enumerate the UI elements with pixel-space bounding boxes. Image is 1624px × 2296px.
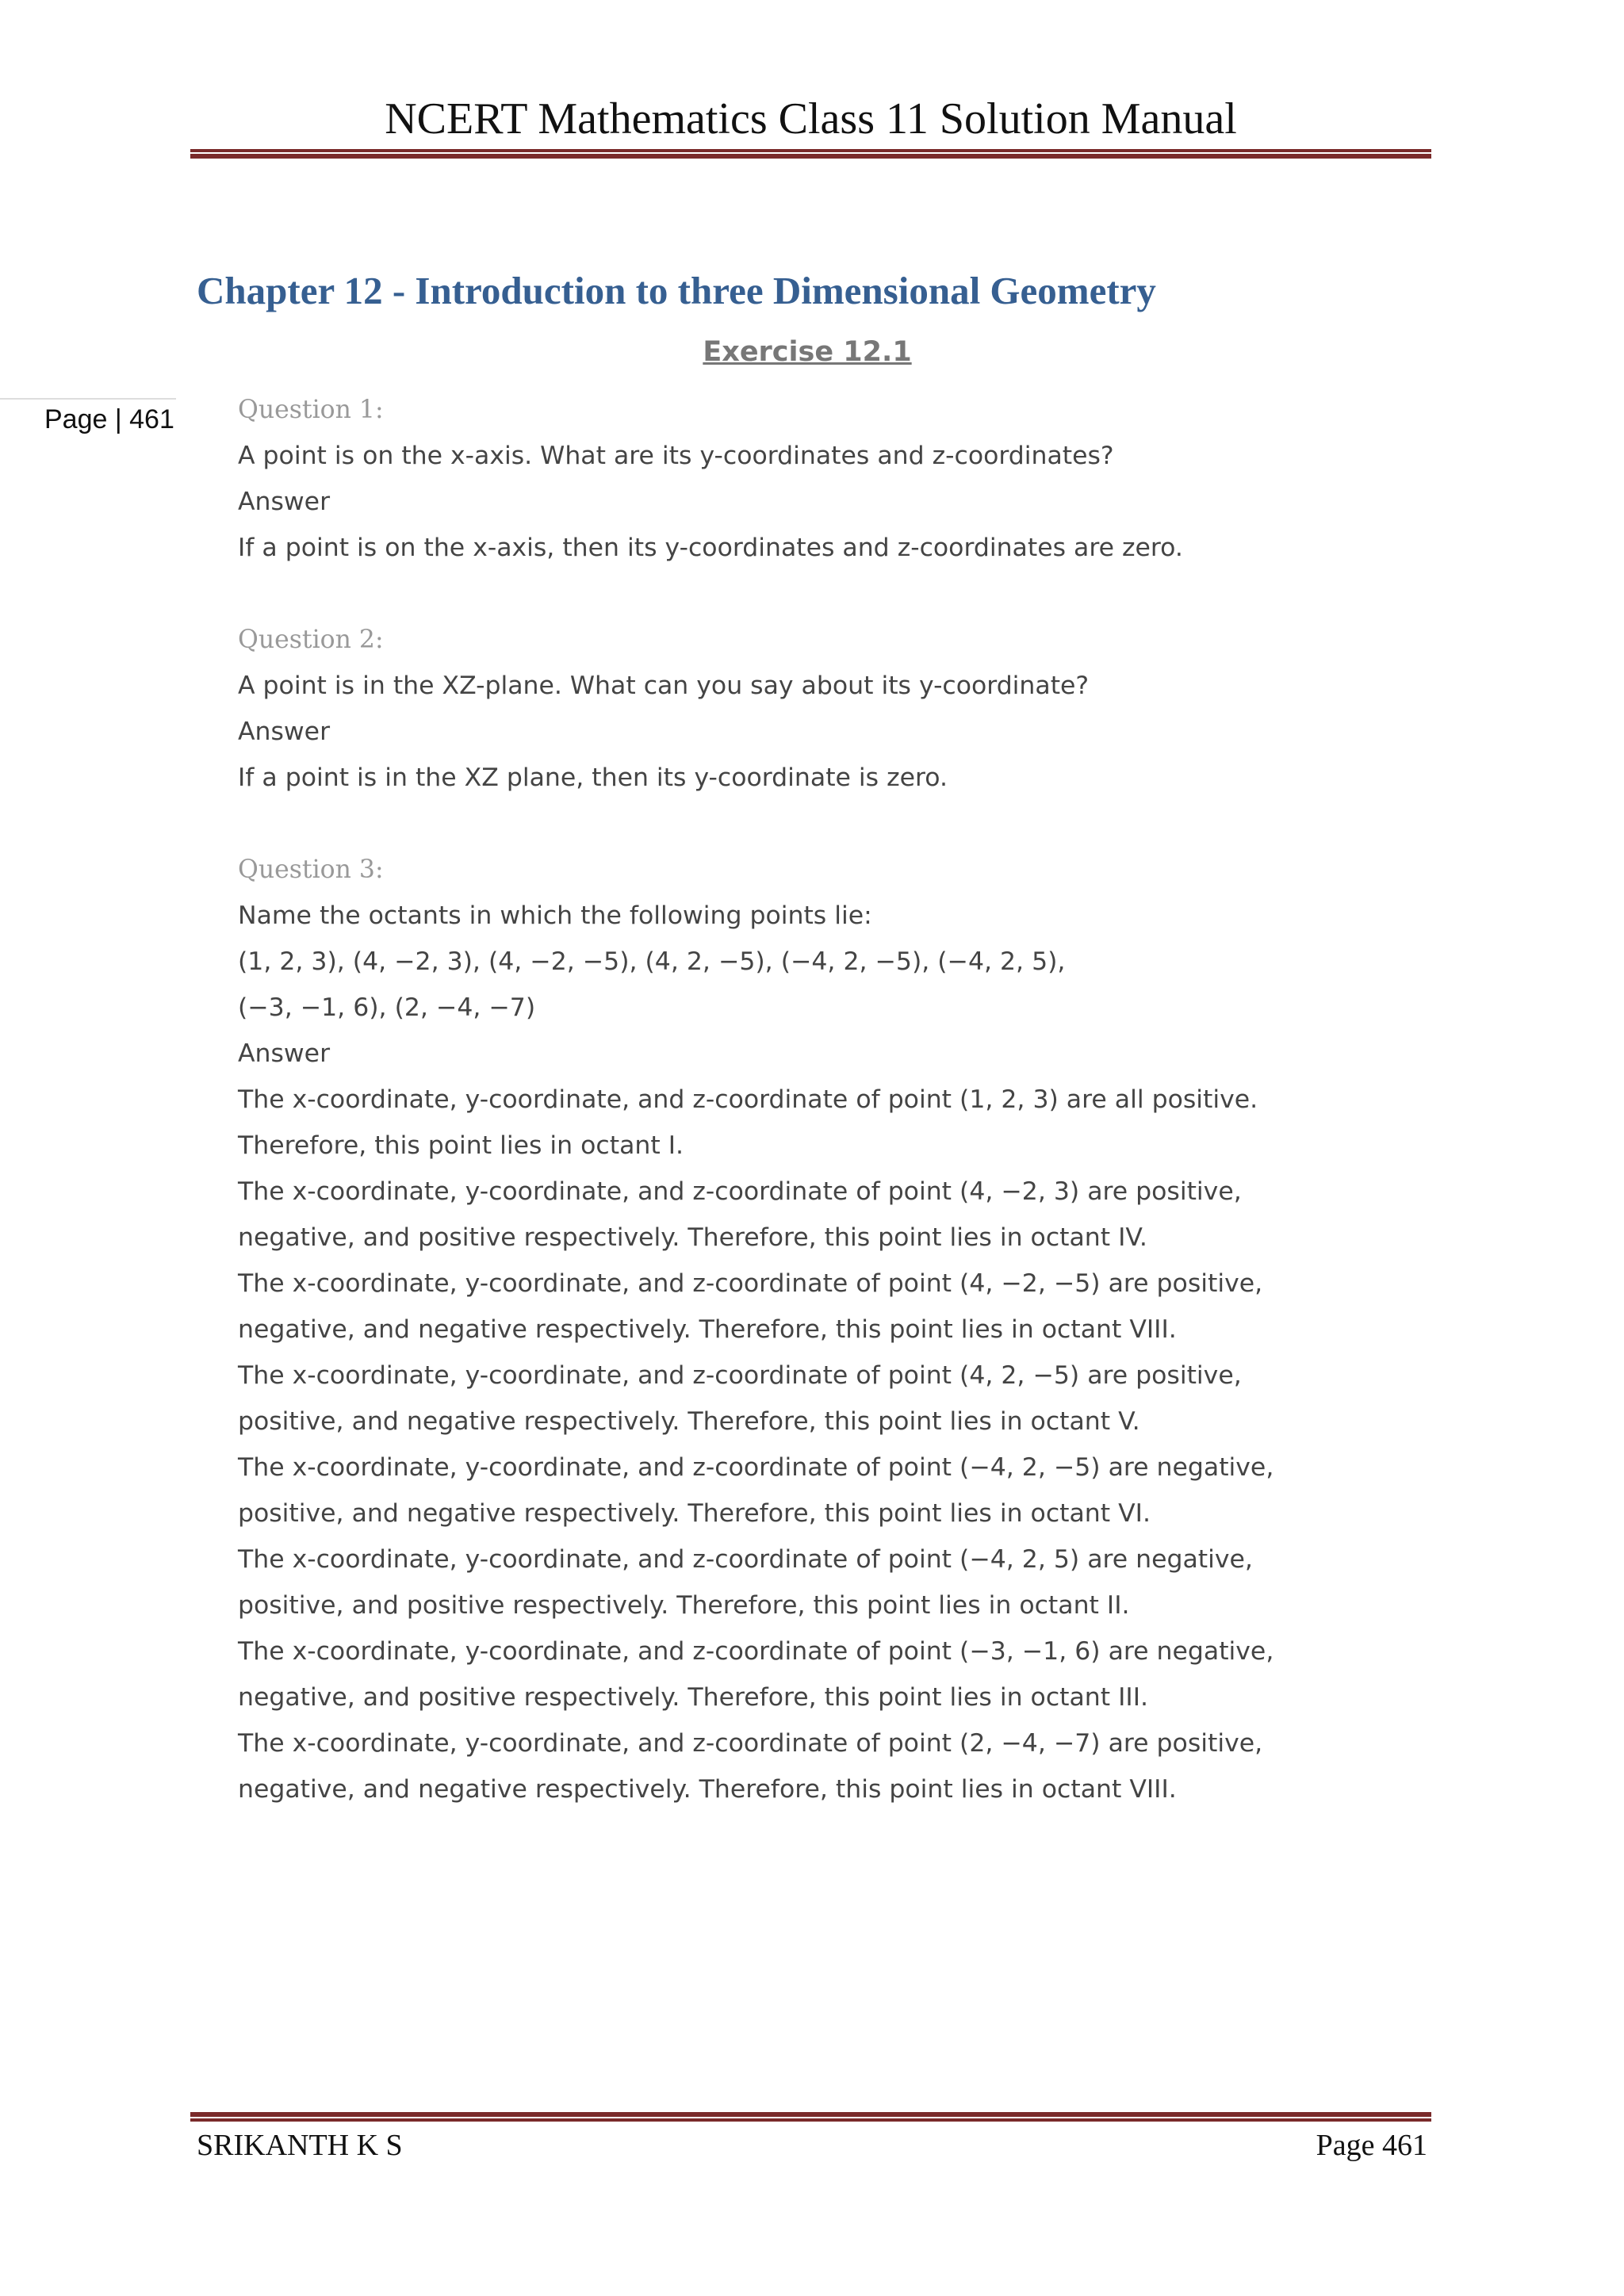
answer-text: negative, and negative respectively. Therefore, this point lies in octant VIII. bbox=[238, 1775, 1177, 1804]
footer-author: SRIKANTH K S bbox=[197, 2129, 403, 2162]
answer-text: negative, and positive respectively. Therefore, this point lies in octant III. bbox=[238, 1683, 1149, 1712]
answer-text: The x-coordinate, y-coordinate, and z-coordinate of point (1, 2, 3) are all positive. bbox=[238, 1085, 1258, 1114]
question-label: Question 3: bbox=[238, 855, 384, 884]
answer-text: The x-coordinate, y-coordinate, and z-coordinate of point (4, −2, 3) are positive, bbox=[238, 1177, 1242, 1206]
answer-label: Answer bbox=[238, 718, 331, 746]
question-label: Question 1: bbox=[238, 396, 384, 424]
footer-page-number: Page 461 bbox=[1316, 2129, 1427, 2162]
answer-text: Therefore, this point lies in octant I. bbox=[238, 1131, 684, 1160]
exercise-title: Exercise 12.1 bbox=[703, 336, 912, 368]
question-text: A point is in the XZ-plane. What can you say about its y-coordinate? bbox=[238, 672, 1090, 700]
answer-text: The x-coordinate, y-coordinate, and z-coordinate of point (−3, −1, 6) are negative, bbox=[238, 1637, 1274, 1666]
answer-text: The x-coordinate, y-coordinate, and z-coordinate of point (4, −2, −5) are positive, bbox=[238, 1269, 1263, 1298]
exercise-heading bbox=[0, 336, 1624, 368]
footer-rule bbox=[190, 2112, 1431, 2122]
margin-page-number: Page | 461 bbox=[44, 404, 174, 434]
answer-text: If a point is in the XZ plane, then its y-coordinate is zero. bbox=[238, 763, 948, 792]
exercise-content bbox=[238, 387, 1348, 1812]
answer-text: The x-coordinate, y-coordinate, and z-coordinate of point (2, −4, −7) are positive, bbox=[238, 1729, 1263, 1758]
header-rule bbox=[190, 149, 1431, 159]
answer-label: Answer bbox=[238, 1039, 331, 1068]
question-label: Question 2: bbox=[238, 626, 384, 654]
answer-text: positive, and positive respectively. Therefore, this point lies in octant II. bbox=[238, 1591, 1130, 1620]
answer-text: If a point is on the x-axis, then its y-coordinates and z-coordinates are zero. bbox=[238, 534, 1183, 562]
answer-text: negative, and positive respectively. Therefore, this point lies in octant IV. bbox=[238, 1223, 1147, 1252]
question-points: (1, 2, 3), (4, −2, 3), (4, −2, −5), (4, 2, −5), (−4, 2, −5), (−4, 2, 5), bbox=[238, 947, 1066, 976]
question-text: Name the octants in which the following points lie: bbox=[238, 901, 872, 930]
answer-text: positive, and negative respectively. Therefore, this point lies in octant V. bbox=[238, 1407, 1140, 1436]
answer-text: The x-coordinate, y-coordinate, and z-coordinate of point (−4, 2, −5) are negative, bbox=[238, 1453, 1274, 1482]
question-points: (−3, −1, 6), (2, −4, −7) bbox=[238, 993, 536, 1022]
answer-label: Answer bbox=[238, 488, 331, 516]
running-header-title: NCERT Mathematics Class 11 Solution Manual bbox=[385, 94, 1237, 144]
question-text: A point is on the x-axis. What are its y-coordinates and z-coordinates? bbox=[238, 442, 1114, 470]
answer-text: positive, and negative respectively. Therefore, this point lies in octant VI. bbox=[238, 1499, 1151, 1528]
answer-text: The x-coordinate, y-coordinate, and z-coordinate of point (4, 2, −5) are positive, bbox=[238, 1361, 1242, 1390]
answer-text: The x-coordinate, y-coordinate, and z-coordinate of point (−4, 2, 5) are negative, bbox=[238, 1545, 1253, 1574]
chapter-heading: Chapter 12 - Introduction to three Dimensional Geometry bbox=[197, 269, 1156, 312]
answer-text: negative, and negative respectively. Therefore, this point lies in octant VIII. bbox=[238, 1315, 1177, 1344]
margin-divider bbox=[0, 398, 176, 400]
